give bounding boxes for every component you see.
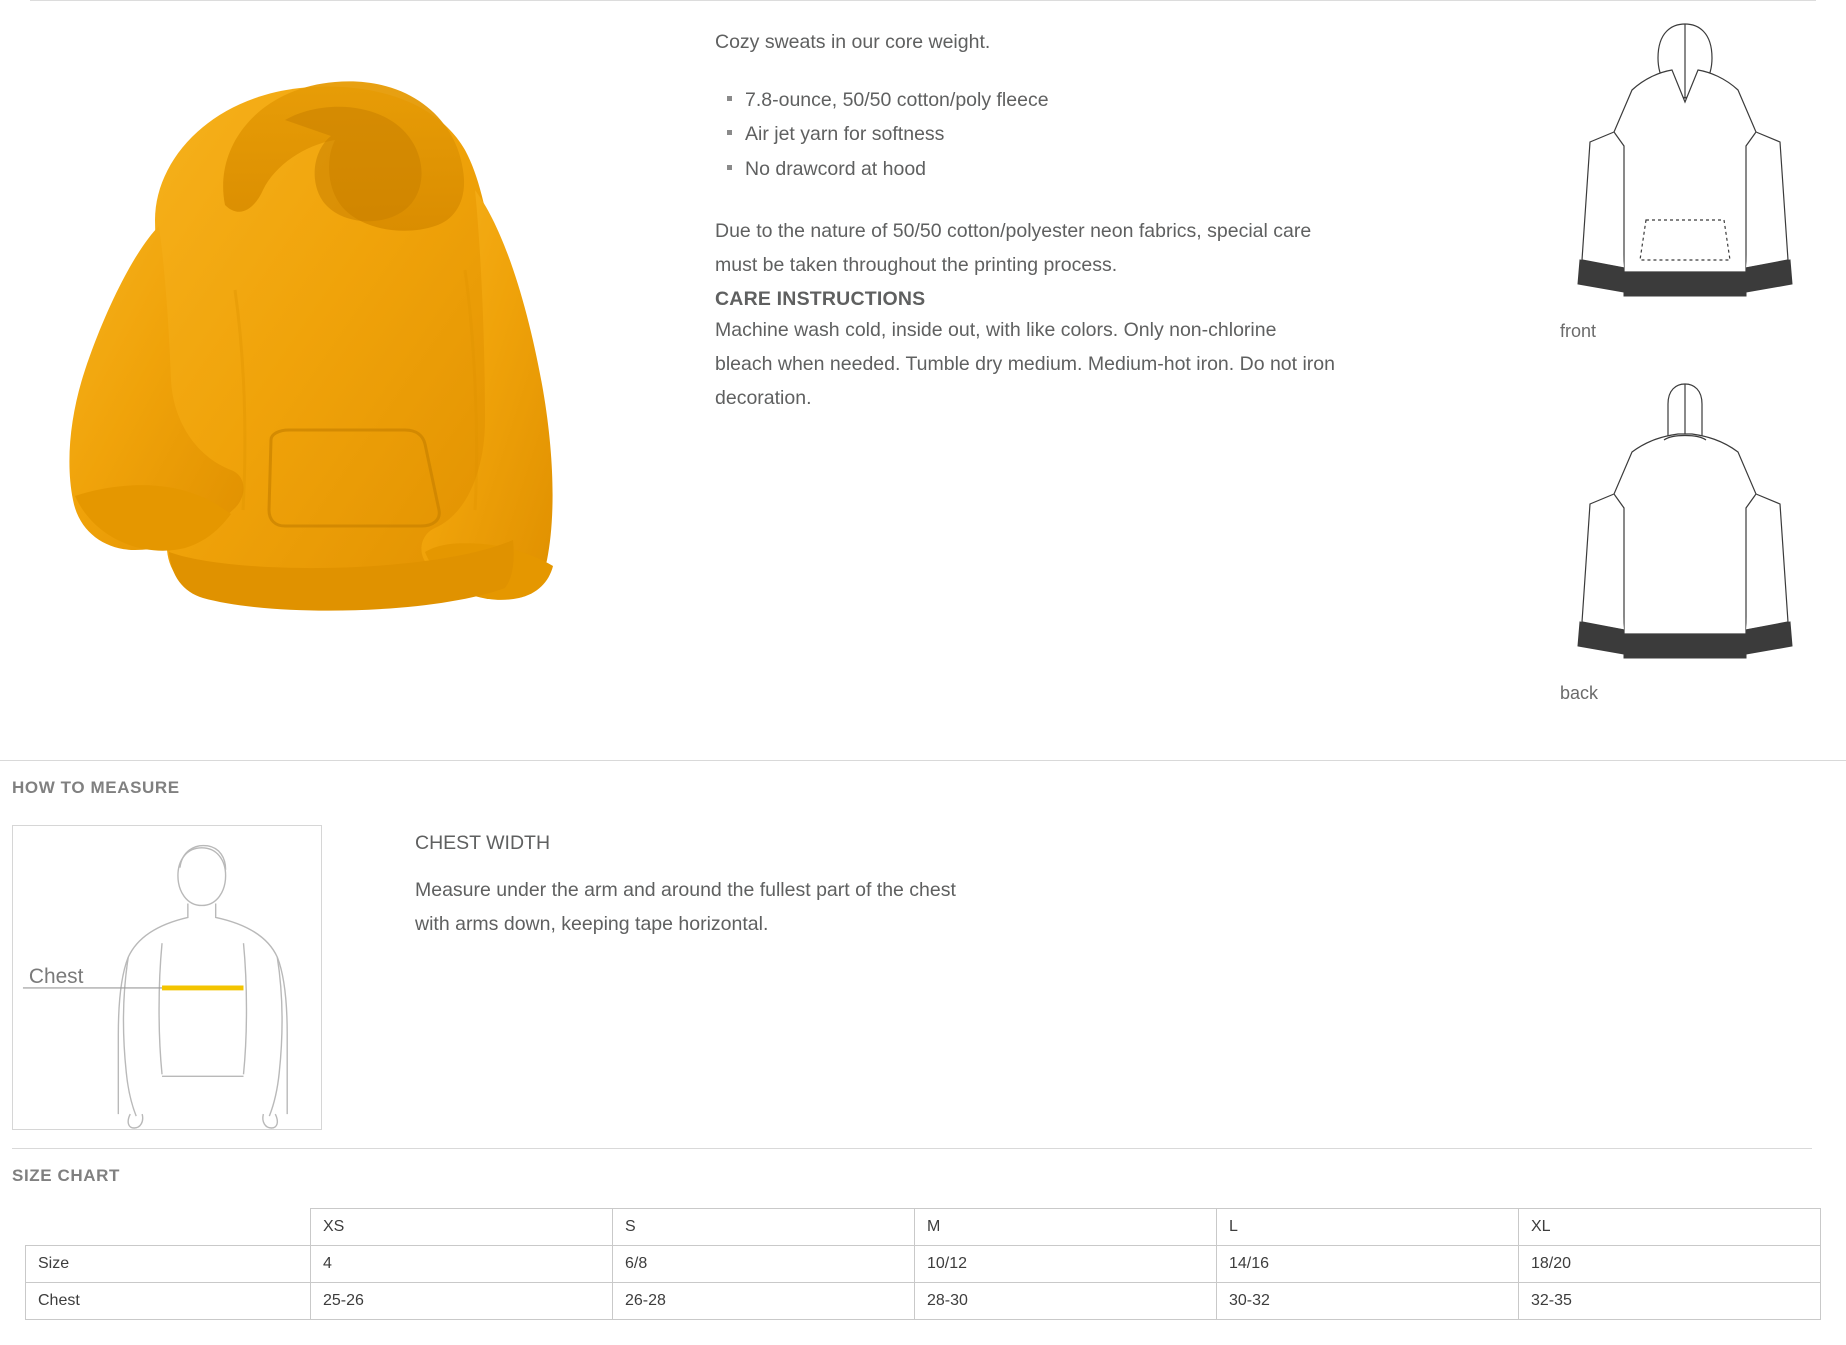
list-item: No drawcord at hood bbox=[741, 152, 1335, 186]
cell-size-xl: 18/20 bbox=[1519, 1246, 1821, 1283]
cell-chest-l: 30-32 bbox=[1217, 1283, 1519, 1320]
column-header-l: L bbox=[1217, 1209, 1519, 1246]
how-to-measure-heading: HOW TO MEASURE bbox=[12, 778, 180, 797]
product-feature-list bbox=[715, 83, 1335, 185]
hoodie-back-line-drawing bbox=[1560, 382, 1810, 704]
product-description bbox=[715, 28, 1335, 415]
table-row bbox=[26, 1246, 1821, 1283]
cell-size-l: 14/16 bbox=[1217, 1246, 1519, 1283]
top-divider bbox=[30, 0, 1816, 1]
front-view-caption: front bbox=[1560, 321, 1597, 341]
product-overview-section bbox=[0, 10, 1846, 745]
list-item: Air jet yarn for softness bbox=[741, 117, 1335, 151]
cell-size-xs: 4 bbox=[311, 1246, 613, 1283]
section-divider-measure bbox=[0, 760, 1846, 761]
care-instructions-heading: CARE INSTRUCTIONS bbox=[715, 287, 926, 310]
product-photo bbox=[35, 40, 635, 620]
cell-size-s: 6/8 bbox=[613, 1246, 915, 1283]
product-lead-text: Cozy sweats in our core weight. bbox=[715, 31, 991, 53]
line-drawings-column bbox=[1560, 20, 1820, 704]
chest-measure-diagram bbox=[12, 825, 322, 1130]
product-note-text: Due to the nature of 50/50 cotton/polyester neon fabrics, special care must be taken throughout the printing process. bbox=[715, 219, 1312, 276]
column-header-s: S bbox=[613, 1209, 915, 1246]
row-label-size: Size bbox=[26, 1246, 311, 1283]
size-chart-heading: SIZE CHART bbox=[12, 1166, 120, 1185]
back-view-caption: back bbox=[1560, 683, 1599, 703]
cell-chest-xl: 32-35 bbox=[1519, 1283, 1821, 1320]
list-item: 7.8-ounce, 50/50 cotton/poly fleece bbox=[741, 83, 1335, 117]
cell-chest-s: 26-28 bbox=[613, 1283, 915, 1320]
column-header-xs: XS bbox=[311, 1209, 613, 1246]
chest-width-instructions bbox=[415, 832, 1135, 941]
cell-chest-m: 28-30 bbox=[915, 1283, 1217, 1320]
size-chart-table bbox=[25, 1208, 1821, 1320]
column-header-m: M bbox=[915, 1209, 1217, 1246]
cell-size-m: 10/12 bbox=[915, 1246, 1217, 1283]
chest-label: Chest bbox=[28, 964, 84, 988]
table-header-row bbox=[26, 1209, 1821, 1246]
cell-chest-xs: 25-26 bbox=[311, 1283, 613, 1320]
table-corner-cell bbox=[26, 1209, 311, 1246]
table-row bbox=[26, 1283, 1821, 1320]
column-header-xl: XL bbox=[1519, 1209, 1821, 1246]
care-instructions-text: Machine wash cold, inside out, with like colors. Only non-chlorine bleach when needed. Tumble dry medium. Medium-hot iron. Do not iron decoration. bbox=[715, 318, 1335, 410]
chest-width-title: CHEST WIDTH bbox=[415, 832, 551, 854]
section-divider-sizechart bbox=[12, 1148, 1812, 1149]
hoodie-front-line-drawing bbox=[1560, 20, 1810, 342]
chest-width-line1: Measure under the arm and around the fullest part of the chest bbox=[415, 879, 956, 901]
row-label-chest: Chest bbox=[26, 1283, 311, 1320]
chest-width-line2: with arms down, keeping tape horizontal. bbox=[415, 913, 769, 936]
